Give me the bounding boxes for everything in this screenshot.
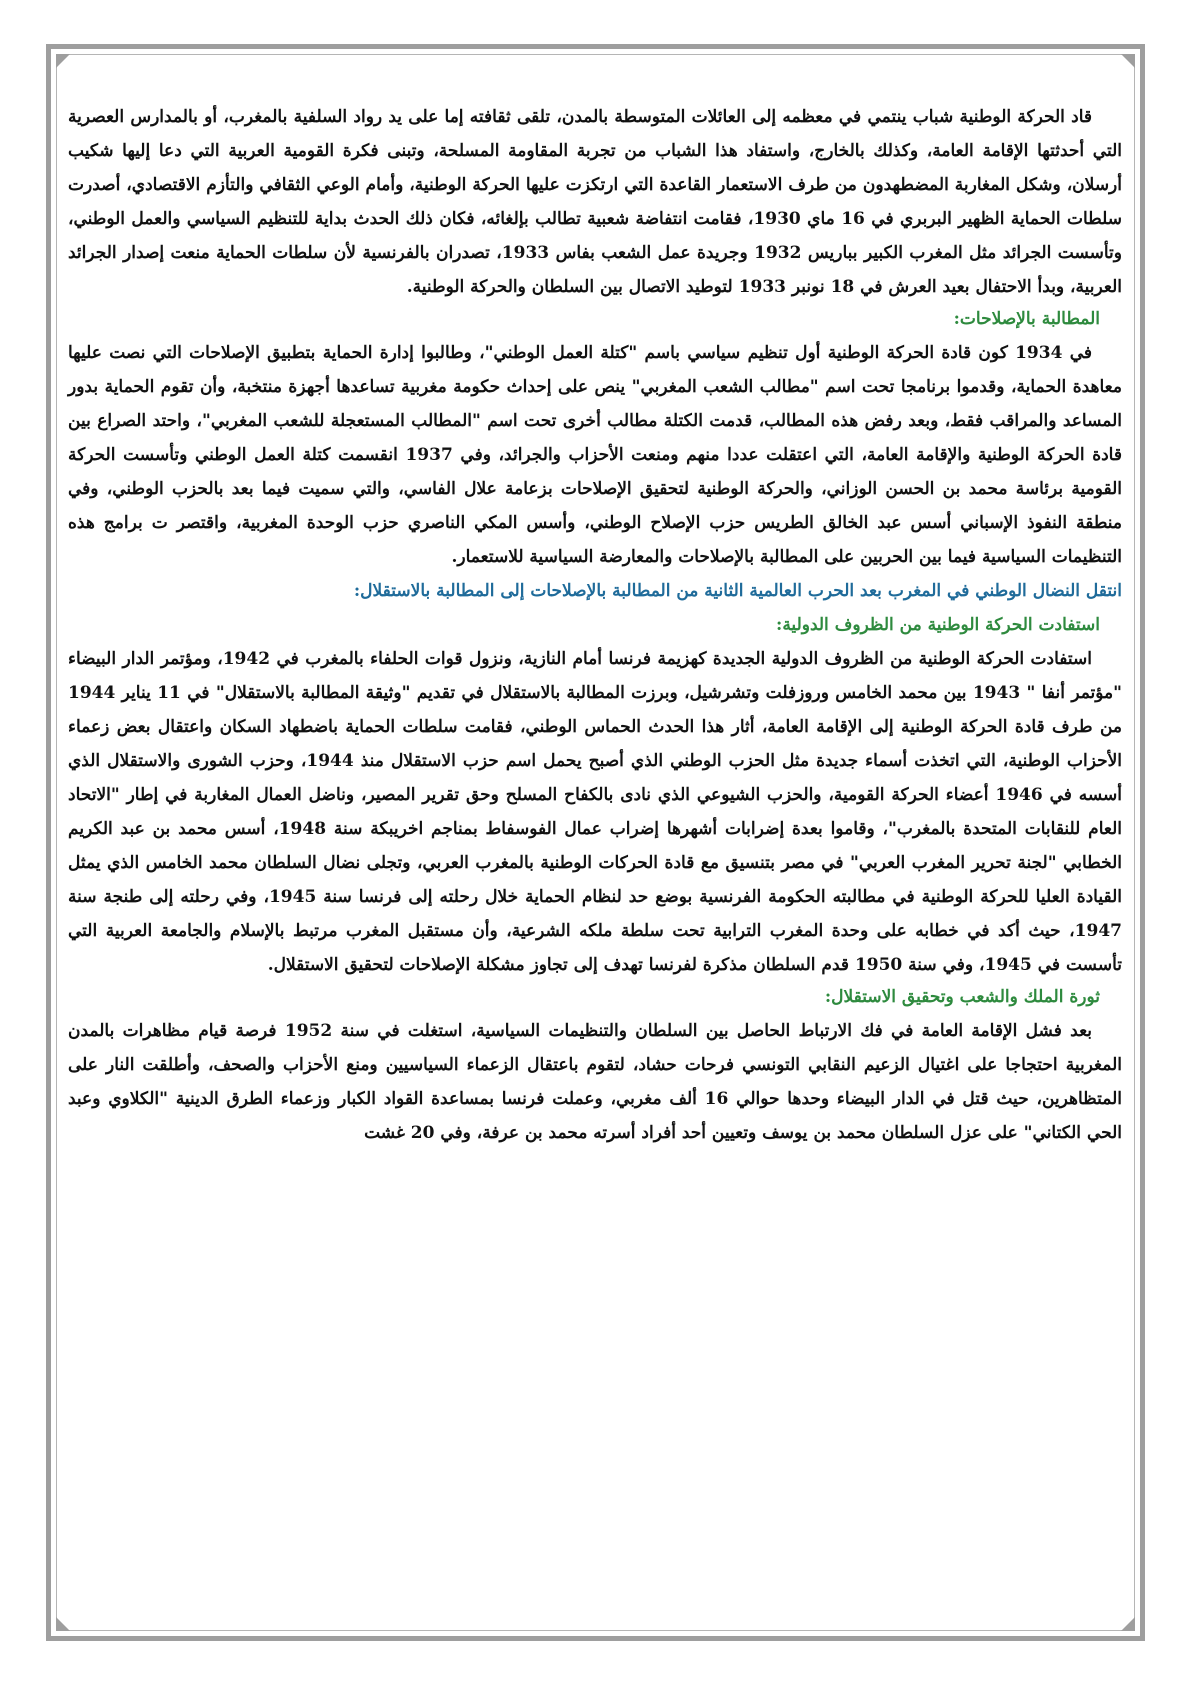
border-corner-ornament xyxy=(56,1617,70,1631)
border-corner-ornament xyxy=(1121,1617,1135,1631)
heading-independence-struggle: انتقل النضال الوطني في المغرب بعد الحرب العالمية الثانية من المطالبة بالإصلاحات إلى المطالبة بالاستقلال: xyxy=(353,581,1122,601)
border-corner-ornament xyxy=(1121,54,1135,68)
paragraph-nationalist-movement: قاد الحركة الوطنية شباب ينتمي في معظمه إلى العائلات المتوسطة بالمدن، تلقى ثقافته إما على يد رواد السلفية بالمغرب، أو بالمدارس العصرية التي أحدثتها الإقامة العامة، وكذلك بالخارج، واستفاد هذا الشباب من تجربة المقاومة المسلحة، وتبنى فكرة القومية العربية التي دعا إليها شكيب أرسلان، وشكل المغاربة المضطهدون من طرف الاستعمار القاعدة التي ارتكزت عليها الحركة الوطنية، وأمام الوعي الثقافي والتأزم الاقتصادي، أصدرت سلطات الحماية الظهير البربري في 16 ماي 1930، فقامت انتفاضة شعبية تطالب بإلغائه، فكان ذلك الحدث بداية للتنظيم السياسي والعمل الوطني، وتأسست الجرائد مثل المغرب الكبير بباريس 1932 وجريدة عمل الشعب بفاس 1933، تصدران بالفرنسية لأن سلطات الحماية منعت إصدار الجرائد العربية، وبدأ الاحتفال بعيد العرش في 18 نونبر 1933 لتوطيد الاتصال بين السلطان والحركة الوطنية. xyxy=(68,107,1122,297)
border-corner-ornament xyxy=(56,54,70,68)
heading-international-conditions: استفادت الحركة الوطنية من الظروف الدولية: xyxy=(776,615,1100,635)
paragraph-king-people-revolution: بعد فشل الإقامة العامة في فك الارتباط الحاصل بين السلطان والتنظيمات السياسية، استغلت في سنة 1952 فرصة قيام مظاهرات بالمدن المغربية احتجاجا على اغتيال الزعيم النقابي التونسي فرحات حشاد، لتقوم باعتقال الزعماء السياسيين ومنع الأحزاب والصحف، وأطلقت النار على المتظاهرين، حيث قتل في الدار البيضاء وحدها حوالي 16 ألف مغربي، وعملت فرنسا بمساعدة القواد الكبار وزعماء الطرق الدينية "الكلاوي وعبد الحي الكتاني" على عزل السلطان محمد بن يوسف وتعيين أحد أفراد أسرته محمد بن عرفة، وفي 20 غشت xyxy=(68,1021,1122,1143)
heading-demand-reforms: المطالبة بالإصلاحات: xyxy=(953,309,1100,329)
paragraph-reforms: في 1934 كون قادة الحركة الوطنية أول تنظيم سياسي باسم "كتلة العمل الوطني"، وطالبوا إدارة الحماية بتطبيق الإصلاحات التي نصت عليها معاهدة الحماية، وقدموا برنامجا تحت اسم "مطالب الشعب المغربي" ينص على إحداث حكومة مغربية تساعدها أجهزة منتخبة، وأن تقوم الحماية بدور المساعد والمراقب فقط، وبعد رفض هذه المطالب، قدمت الكتلة مطالب أخرى تحت اسم "المطالب المستعجلة للشعب المغربي"، واحتد الصراع بين قادة الحركة الوطنية والإقامة العامة، التي اعتقلت عددا منهم ومنعت الأحزاب والجرائد، وفي 1937 انقسمت كتلة العمل الوطني وتأسست الحركة القومية برئاسة محمد بن الحسن الوزاني، والحركة الوطنية لتحقيق الإصلاحات بزعامة علال الفاسي، والتي سميت فيما بعد بالحزب الوطني، وفي منطقة النفوذ الإسباني أسس عبد الخالق الطريس حزب الإصلاح الوطني، وأسس المكي الناصري حزب الوحدة المغربية، واقتصر ت برامج هذه التنظيمات السياسية فيما بين الحربين على المطالبة بالإصلاحات والمعارضة السياسية للاستعمار. xyxy=(68,343,1122,567)
heading-king-people-revolution: ثورة الملك والشعب وتحقيق الاستقلال: xyxy=(824,987,1100,1007)
paragraph-international-conditions: استفادت الحركة الوطنية من الظروف الدولية الجديدة كهزيمة فرنسا أمام النازية، ونزول قوات الحلفاء بالمغرب في 1942، ومؤتمر الدار البيضاء "مؤتمر أنفا " 1943 بين محمد الخامس وروزفلت وتشرشيل، وبرزت المطالبة بالاستقلال في تقديم "وثيقة المطالبة بالاستقلال" في 11 يناير 1944 من طرف قادة الحركة الوطنية إلى الإقامة العامة، أثار هذا الحدث الحماس الوطني، فقامت سلطات الحماية باضطهاد السكان واعتقال بعض زعماء الأحزاب الوطنية، التي اتخذت أسماء جديدة مثل الحزب الوطني الذي أصبح يحمل اسم حزب الاستقلال منذ 1944، وحزب الشورى والاستقلال الذي أسسه في 1946 أعضاء الحركة القومية، والحزب الشيوعي الذي نادى بالكفاح المسلح وحق تقرير المصير، وناضل العمال المغاربة في إطار "الاتحاد العام للنقابات المتحدة بالمغرب"، وقاموا بعدة إضرابات أشهرها إضراب عمال الفوسفاط بمناجم اخريبكة سنة 1948، أسس محمد بن عبد الكريم الخطابي "لجنة تحرير المغرب العربي" في مصر بتنسيق مع قادة الحركات الوطنية بالمغرب العربي، وتجلى نضال السلطان محمد الخامس الذي يمثل القيادة العليا للحركة الوطنية في مطالبته الحكومة الفرنسية بوضع حد لنظام الحماية خلال رحلته إلى فرنسا سنة 1945، وفي رحلته إلى طنجة سنة 1947، حيث أكد في خطابه على وحدة المغرب الترابية تحت سلطة ملكه الشرعية، وأن مستقبل المغرب مرتبط بالإسلام والجامعة العربية التي تأسست في 1945، وفي سنة 1950 قدم السلطان مذكرة لفرنسا تهدف إلى تجاوز مشكلة الإصلاحات لتحقيق الاستقلال. xyxy=(68,649,1122,975)
document-body xyxy=(68,100,1122,1150)
